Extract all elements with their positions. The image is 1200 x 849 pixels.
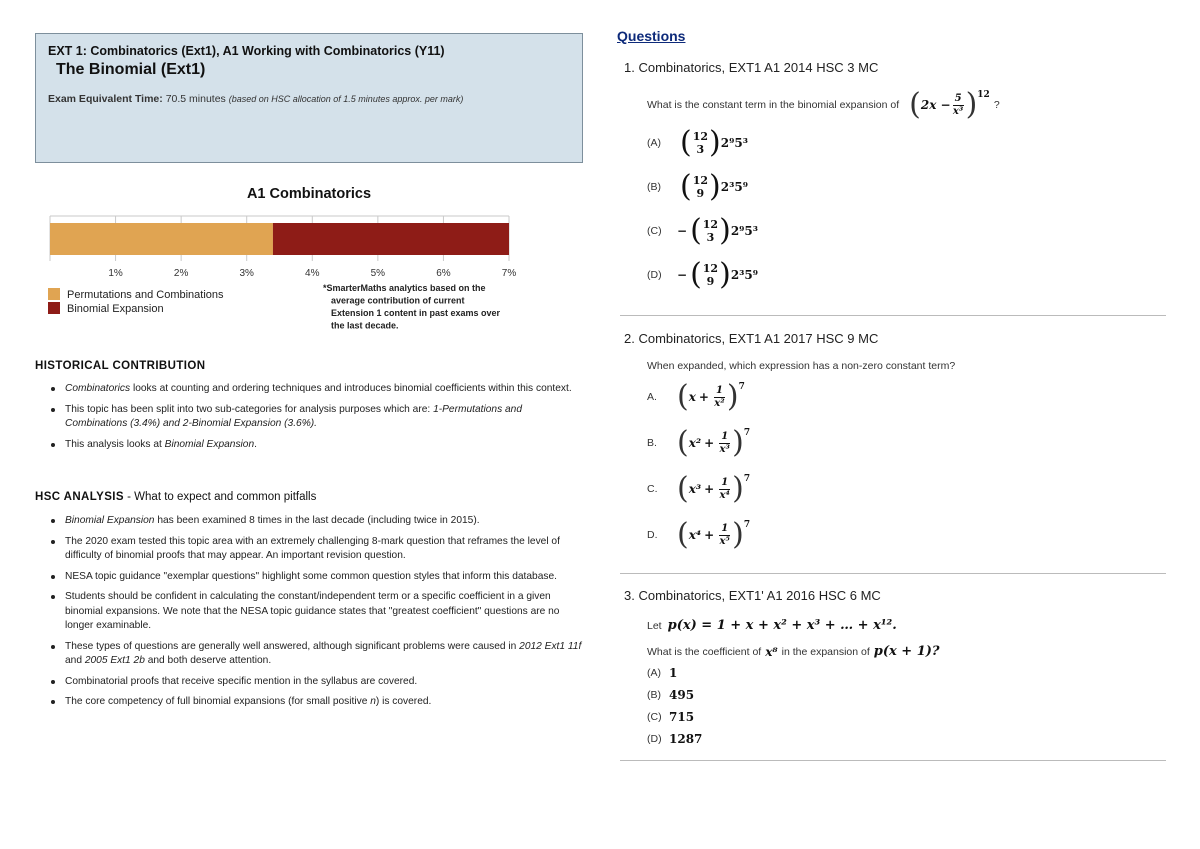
answer-option[interactable]: C. ( x³ + $\frac{1}{\text{x⁴}}$ ) 7: [647, 471, 751, 506]
question-3-definition: [647, 618, 897, 633]
question-3-prompt-mid: in the expansion of: [781, 645, 870, 658]
emphasis-text: 2005 Ext1 2b: [84, 655, 145, 666]
option-denominator: x³: [719, 443, 730, 455]
analysis-heading: [35, 491, 316, 503]
historical-list: [35, 382, 587, 458]
option-power: 7: [738, 382, 745, 392]
item-text: has been examined 8 times in the last decade (including twice in 2015).: [154, 515, 480, 526]
tick-label: 3%: [239, 268, 254, 279]
chart-note-line: *SmarterMaths analytics based on the: [323, 283, 486, 293]
topic-header-box: [35, 33, 583, 163]
option-power: 7: [743, 474, 751, 484]
list-item: [65, 535, 587, 564]
option-label: (D): [647, 733, 662, 745]
binom-bottom: 9: [696, 187, 705, 200]
answer-option[interactable]: [647, 732, 702, 746]
option-lead-term: x⁴: [688, 528, 702, 542]
item-text: ) is covered.: [375, 696, 432, 707]
emphasis-text: 2012 Ext1 11f: [519, 640, 582, 652]
page-title: The Binomial (Ext1): [56, 61, 206, 78]
binomial-coefficient: ( 12 9 ): [680, 169, 721, 204]
answer-option[interactable]: [647, 666, 677, 680]
exam-time: [48, 93, 570, 105]
question-3-expression: p(x + 1)?: [873, 644, 940, 659]
question-3-title: 3. Combinatorics, EXT1' A1 2016 HSC 6 MC: [624, 588, 881, 603]
item-text: and: [65, 655, 85, 666]
binom-top: 12: [702, 218, 719, 231]
tick-label: 5%: [370, 268, 386, 279]
option-label: (A): [647, 137, 661, 149]
option-value: 715: [669, 710, 695, 724]
answer-option[interactable]: [647, 257, 759, 292]
historical-heading: HISTORICAL CONTRIBUTION: [35, 360, 206, 372]
emphasis-text: Binomial Expansion: [65, 515, 155, 526]
chart-note: [323, 283, 501, 331]
tick-label: 2%: [173, 268, 189, 279]
item-text: and both deserve attention.: [144, 655, 272, 666]
emphasis-text: n: [370, 696, 376, 707]
list-item: [65, 438, 587, 453]
option-sign: −: [677, 224, 688, 238]
option-powers: 2³5⁹: [720, 180, 748, 194]
bar-segment: [50, 223, 273, 255]
divider: [620, 573, 1166, 574]
question-1-text: [647, 87, 1000, 122]
option-lead-term: x³: [688, 482, 702, 496]
course-label: EXT 1: Combinatorics (Ext1), A1 Working with Combinatorics (Y11): [48, 44, 445, 58]
divider: [620, 315, 1166, 316]
option-denominator: x⁵: [719, 535, 730, 547]
list-item: [65, 403, 587, 432]
binom-top: 12: [692, 174, 709, 187]
binomial-coefficient: ( 12 9 ): [690, 257, 731, 292]
binom-bottom: 3: [696, 143, 705, 156]
tick-label: 4%: [305, 268, 320, 279]
combinatorics-chart: [35, 208, 587, 338]
answer-option[interactable]: [647, 710, 694, 724]
list-item: [65, 640, 587, 669]
option-label: (C): [647, 225, 662, 237]
question-1-title: 1. Combinatorics, EXT1 A1 2014 HSC 3 MC: [624, 60, 879, 75]
option-value: 1: [669, 666, 678, 680]
item-text: Students should be confident in calculating the constant/independent term or a specific coefficient in a given binomial expansions. We note that the NESA topic guidance states that "greatest coefficient" questions are no longer examinable.: [65, 591, 560, 631]
option-label: (A): [647, 667, 661, 679]
option-value: 495: [669, 688, 695, 702]
question-2-title: 2. Combinatorics, EXT1 A1 2017 HSC 9 MC: [624, 331, 879, 346]
answer-option[interactable]: B. ( x² + $\frac{1}{\text{x³}}$ ) 7: [647, 425, 751, 460]
binom-top: 12: [702, 262, 719, 275]
answer-option[interactable]: A. ( x + $\frac{1}{\text{x²}}$ ) 7: [647, 379, 745, 414]
option-label: C.: [647, 483, 658, 495]
emphasis-text: Binomial Expansion: [164, 438, 255, 450]
option-lead-term: x: [688, 390, 696, 404]
option-denominator: x⁴: [719, 489, 730, 501]
item-text: looks at counting and ordering techniques and introduces binomial coefficients within this context.: [130, 383, 572, 394]
tick-label: 1%: [108, 268, 123, 279]
question-3-prompt: What is the coefficient of: [647, 645, 762, 658]
item-text: NESA topic guidance "exemplar questions" highlight some common question styles that inform this database.: [65, 570, 557, 582]
tick-label: 6%: [436, 268, 451, 279]
question-1-prompt: What is the constant term in the binomial expansion of: [647, 99, 900, 111]
binomial-coefficient: ( 12 3 ): [680, 125, 721, 160]
item-text: These types of questions are generally well answered, although significant problems were caused in: [65, 640, 520, 652]
question-3-term: x⁸: [765, 644, 778, 659]
legend-label: Binomial Expansion: [67, 303, 164, 315]
option-sign: −: [677, 268, 688, 282]
emphasis-text: Combinatorics: [65, 383, 131, 394]
option-label: A.: [647, 391, 657, 403]
item-text: The 2020 exam tested this topic area with an extremely challenging 8-mark question that reframes the level of difficulty of binomial proofs that may appear. An important revision question.: [65, 535, 560, 561]
binom-bottom: 9: [706, 275, 715, 288]
item-text: This analysis looks at: [65, 438, 165, 450]
question-2-text: When expanded, which expression has a non-zero constant term?: [647, 360, 956, 372]
emphasis-text: 1-Permutations and Combinations (3.4%) and 2-Binomial Expansion (3.6%).: [65, 403, 522, 429]
questions-heading: Questions: [617, 28, 686, 44]
question-1-expression: ( 2x − $\frac{5}{\text{x³}}$ ) 12: [909, 87, 990, 122]
answer-option[interactable]: [647, 125, 748, 160]
legend-label: Permutations and Combinations: [67, 289, 224, 301]
exam-time-note: (based on HSC allocation of 1.5 minutes approx. per mark): [228, 94, 464, 104]
answer-option[interactable]: [647, 688, 694, 702]
option-label: (B): [647, 689, 661, 701]
list-item: [65, 590, 587, 634]
option-lead-term: x²: [688, 436, 702, 450]
analysis-heading-bold: HSC ANALYSIS: [35, 491, 124, 503]
item-text: .: [254, 438, 257, 450]
chart-note-line: average contribution of current: [331, 295, 465, 306]
answer-option[interactable]: [647, 169, 748, 204]
question-1-end: ?: [993, 99, 1000, 111]
option-label: (B): [647, 181, 661, 193]
answer-option[interactable]: D. ( x⁴ + $\frac{1}{\text{x⁵}}$ ) 7: [647, 517, 751, 552]
question-3-let: Let: [647, 619, 662, 632]
bar-segment: [273, 223, 509, 255]
option-label: (C): [647, 711, 662, 723]
option-powers: 2⁹5³: [720, 136, 748, 150]
item-text: The core competency of full binomial expansions (for small positive: [65, 696, 371, 707]
option-powers: 2³5⁹: [730, 268, 759, 282]
question-3-polynomial: p(x) = 1 + x + x² + x³ + … + x¹².: [667, 618, 897, 633]
binom-bottom: 3: [706, 231, 715, 244]
chart-title: A1 Combinatorics: [246, 186, 372, 202]
list-item: [65, 675, 587, 690]
tick-label: 7%: [501, 268, 517, 279]
question-3-text: [647, 644, 940, 659]
analysis-list: [35, 514, 587, 716]
divider: [620, 760, 1166, 761]
item-text: Combinatorial proofs that receive specific mention in the syllabus are covered.: [65, 675, 418, 687]
list-item: [65, 514, 587, 529]
analysis-heading-rest: - What to expect and common pitfalls: [123, 491, 317, 503]
legend-swatch: [48, 302, 60, 314]
option-value: 1287: [669, 732, 703, 746]
option-label: (D): [647, 269, 662, 281]
exam-time-value: 70.5 minutes: [165, 93, 226, 105]
list-item: [65, 382, 587, 397]
list-item: [65, 695, 587, 710]
chart-note-line: the last decade.: [331, 320, 399, 331]
item-text: This topic has been split into two sub-categories for analysis purposes which are:: [65, 403, 434, 415]
question-1-power: 12: [977, 90, 990, 100]
option-label: D.: [647, 529, 658, 541]
option-label: B.: [647, 437, 657, 449]
answer-option[interactable]: [647, 213, 759, 248]
legend-swatch: [48, 288, 60, 300]
list-item: [65, 570, 587, 585]
chart-note-line: Extension 1 content in past exams over: [331, 308, 501, 318]
option-powers: 2⁹5³: [730, 224, 759, 238]
binomial-coefficient: ( 12 3 ): [690, 213, 731, 248]
option-power: 7: [743, 428, 751, 438]
binom-top: 12: [692, 130, 709, 143]
exam-time-label: Exam Equivalent Time:: [48, 93, 163, 105]
option-power: 7: [743, 520, 751, 530]
option-denominator: x²: [714, 397, 725, 409]
